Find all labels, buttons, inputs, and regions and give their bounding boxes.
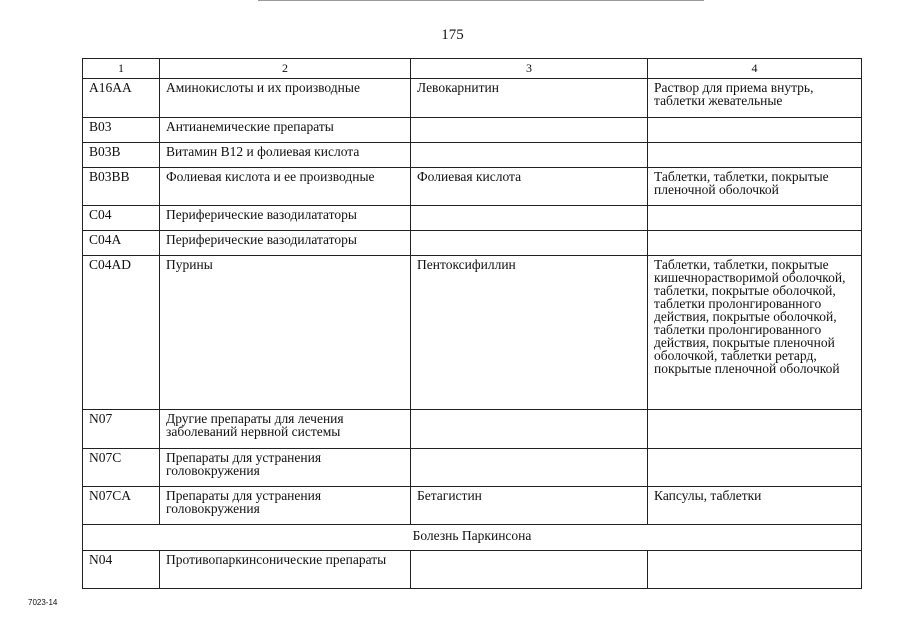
dosage-form <box>648 231 862 256</box>
dosage-form <box>648 410 862 449</box>
section-row <box>83 525 862 551</box>
group-name: Препараты для устранения головокружения <box>160 449 411 487</box>
table-row <box>83 79 862 118</box>
group-name: Препараты для устранения головокружения <box>160 487 411 525</box>
drug-name: Левокарнитин <box>411 79 648 118</box>
group-name: Противопаркинсонические препараты <box>160 551 411 589</box>
group-name: Другие препараты для лечения заболеваний нервной системы <box>160 410 411 449</box>
atc-code: B03B <box>83 143 160 168</box>
dosage-form: Таблетки, таблетки, покрытые кишечнорастворимой оболочкой, таблетки, покрытые оболочкой, таблетки пролонгированного действия, покрытые оболочкой, таблетки пролонгированного действия, покрытые пленочной оболочкой, таблетки ретард, покрытые пленочной оболочкой <box>648 256 862 410</box>
table-row <box>83 256 862 410</box>
footer-code: 7023-14 <box>28 598 58 607</box>
group-name: Аминокислоты и их производные <box>160 79 411 118</box>
drug-name: Фолиевая кислота <box>411 168 648 206</box>
atc-code: N07 <box>83 410 160 449</box>
column-header: 3 <box>411 59 648 79</box>
drug-name <box>411 206 648 231</box>
dosage-form <box>648 206 862 231</box>
dosage-form <box>648 143 862 168</box>
dosage-form <box>648 118 862 143</box>
dosage-form: Капсулы, таблетки <box>648 487 862 525</box>
top-rule <box>258 0 704 1</box>
table-header-row <box>83 59 862 79</box>
atc-code: C04AD <box>83 256 160 410</box>
group-name: Фолиевая кислота и ее производные <box>160 168 411 206</box>
drug-name <box>411 449 648 487</box>
column-header: 4 <box>648 59 862 79</box>
table-row <box>83 449 862 487</box>
atc-code: A16AA <box>83 79 160 118</box>
column-header: 2 <box>160 59 411 79</box>
drug-name: Бетагистин <box>411 487 648 525</box>
drug-name <box>411 410 648 449</box>
atc-code: B03 <box>83 118 160 143</box>
table-row <box>83 551 862 589</box>
dosage-form: Таблетки, таблетки, покрытые пленочной оболочкой <box>648 168 862 206</box>
column-header: 1 <box>83 59 160 79</box>
atc-code: N07C <box>83 449 160 487</box>
page-number: 175 <box>441 27 464 43</box>
atc-code: N04 <box>83 551 160 589</box>
drug-name <box>411 551 648 589</box>
table-row <box>83 168 862 206</box>
table-row <box>83 206 862 231</box>
dosage-form <box>648 449 862 487</box>
group-name: Периферические вазодилататоры <box>160 206 411 231</box>
table-row <box>83 487 862 525</box>
drug-name <box>411 118 648 143</box>
group-name: Антианемические препараты <box>160 118 411 143</box>
dosage-form: Раствор для приема внутрь, таблетки жевательные <box>648 79 862 118</box>
drug-name <box>411 231 648 256</box>
section-title: Болезнь Паркинсона <box>83 525 862 551</box>
table-row <box>83 143 862 168</box>
atc-code: N07CA <box>83 487 160 525</box>
atc-code: B03BB <box>83 168 160 206</box>
table-row <box>83 118 862 143</box>
table-row <box>83 410 862 449</box>
group-name: Пурины <box>160 256 411 410</box>
drug-table <box>82 58 862 589</box>
group-name: Витамин B12 и фолиевая кислота <box>160 143 411 168</box>
drug-name: Пентоксифиллин <box>411 256 648 410</box>
table-row <box>83 231 862 256</box>
dosage-form <box>648 551 862 589</box>
group-name: Периферические вазодилататоры <box>160 231 411 256</box>
atc-code: C04 <box>83 206 160 231</box>
atc-code: C04A <box>83 231 160 256</box>
drug-name <box>411 143 648 168</box>
